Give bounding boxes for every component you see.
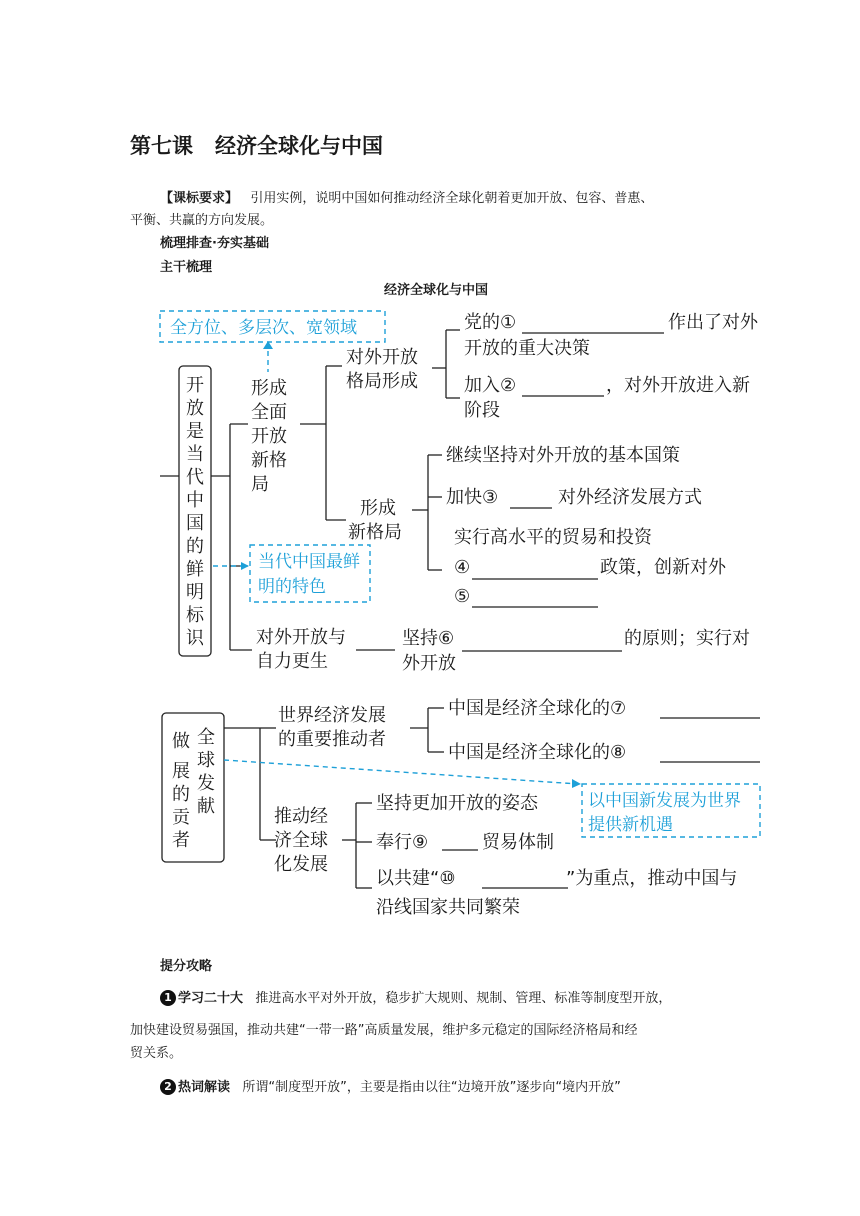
leaf-10a: 以共建“⑩ [376, 868, 456, 889]
root1-char: 是 [186, 421, 204, 442]
leaf-9b: 贸易体制 [482, 832, 554, 853]
branch-promote-line: 济全球 [274, 830, 328, 851]
root2-char: 发 [197, 773, 215, 794]
root1-char: 开 [186, 375, 204, 396]
note-right-line2: 提供新机遇 [588, 815, 673, 835]
leaf-adhere-a: 坚持⑥ [402, 628, 455, 649]
branch-self-line: 对外开放与 [256, 627, 346, 648]
root2-char: 球 [197, 750, 215, 771]
tip2-text1: 所谓“制度型开放”，主要是指由以往“边境开放”逐步向“境内开放” [242, 1080, 621, 1095]
branch-engine-line: 的重要推动者 [278, 729, 386, 750]
branch-open-line: 新格 [251, 450, 287, 471]
tip2-number: 2 [160, 1079, 176, 1095]
root1-char: 代 [186, 467, 204, 488]
leaf-10c: 沿线国家共同繁荣 [376, 897, 520, 918]
leaf-7: 中国是经济全球化的⑦ [448, 698, 627, 719]
leaf-continue: 继续坚持对外开放的基本国策 [446, 445, 680, 466]
sub-new-line: 新格局 [348, 522, 402, 543]
note-mid-line1: 当代中国最鲜 [258, 552, 360, 572]
tip1-number: 1 [160, 990, 176, 1006]
root1-char: 当 [186, 444, 204, 465]
branch-engine-line: 世界经济发展 [278, 705, 386, 726]
lesson-number: 第七课 [130, 134, 193, 158]
root2-char: 全 [197, 727, 215, 748]
tip1-text1: 推进高水平对外开放，稳步扩大规则、规制、管理、标准等制度型开放， [255, 991, 672, 1006]
note-right-line1: 以中国新发展为世界 [588, 791, 741, 811]
diagram-title: 经济全球化与中国 [384, 283, 489, 298]
root1-char: 标 [186, 605, 204, 626]
root1-char: 放 [186, 398, 204, 419]
root1-char: 鲜 [186, 559, 204, 580]
branch-promote-line: 化发展 [274, 854, 328, 875]
root1-char: 的 [186, 536, 204, 557]
section-heading-foundation: 梳理排查·夯实基础 [160, 236, 269, 251]
root2-char: 展 [172, 761, 190, 782]
leaf-stance: 坚持更加开放的姿态 [376, 793, 538, 814]
root2-char: 贡 [172, 807, 190, 828]
leaf-adhere-c: 外开放 [402, 653, 456, 674]
branch-promote-line: 推动经 [274, 806, 328, 827]
branch-open-line: 局 [251, 474, 269, 495]
tip2-line1 [160, 1077, 621, 1099]
leaf-high-b: ④ [454, 557, 471, 578]
root1-char: 国 [186, 513, 204, 534]
leaf-high-d: ⑤ [454, 586, 471, 607]
root1-char: 明 [186, 582, 204, 603]
root1-char: 识 [186, 628, 204, 649]
root1-char: 中 [186, 490, 204, 511]
tip1-line2: 加快建设贸易强国，推动共建“一带一路”高质量发展，维护多元稳定的国际经济格局和经 [130, 1023, 638, 1038]
sub-formation-line: 格局形成 [346, 371, 418, 392]
tip1-line1 [160, 988, 671, 1010]
leaf-party-a: 党的① [464, 312, 517, 333]
leaf-adhere-b: 的原则；实行对 [624, 628, 750, 649]
leaf-9a: 奉行⑨ [376, 832, 429, 853]
branch-self-line: 自力更生 [256, 651, 328, 672]
tip2-label: 热词解读 [178, 1080, 231, 1095]
root2-char: 的 [172, 784, 190, 805]
root2-char: 献 [197, 796, 215, 817]
root2-char: 者 [172, 830, 190, 851]
sub-formation-line: 对外开放 [346, 347, 418, 368]
leaf-high-a: 实行高水平的贸易和投资 [454, 527, 652, 548]
leaf-10b: ”为重点，推动中国与 [566, 868, 738, 889]
note-mid-line2: 明的特色 [258, 577, 326, 597]
leaf-join-b: ，对外开放进入新 [606, 375, 750, 396]
section-heading-outline: 主干梳理 [160, 260, 213, 275]
requirement-label: 【课标要求】 [160, 191, 239, 206]
leaf-join-a: 加入② [464, 375, 517, 396]
leaf-join-c: 阶段 [464, 400, 500, 421]
leaf-accelerate-a: 加快③ [446, 487, 499, 508]
branch-open-line: 开放 [251, 426, 287, 447]
branch-open-line: 形成 [251, 378, 287, 399]
leaf-party-c: 开放的重大决策 [464, 338, 590, 359]
root2-char: 做 [172, 731, 190, 752]
tip1-label: 学习二十大 [178, 991, 244, 1006]
requirement-line2: 平衡、共赢的方向发展。 [130, 213, 274, 228]
leaf-high-c: 政策，创新对外 [600, 557, 726, 578]
tip1-line3: 贸关系。 [130, 1046, 183, 1061]
leaf-party-b: 作出了对外 [668, 312, 758, 333]
leaf-accelerate-b: 对外经济发展方式 [558, 487, 702, 508]
lesson-name: 经济全球化与中国 [215, 134, 383, 158]
section-heading-tips: 提分攻略 [160, 959, 213, 974]
requirement-text1: 引用实例，说明中国如何推动经济全球化朝着更加开放、包容、普惠、 [250, 191, 654, 206]
leaf-8: 中国是经济全球化的⑧ [448, 742, 627, 763]
note-top: 全方位、多层次、宽领域 [170, 318, 357, 338]
branch-open-line: 全面 [251, 402, 287, 423]
sub-new-line: 形成 [360, 498, 396, 519]
